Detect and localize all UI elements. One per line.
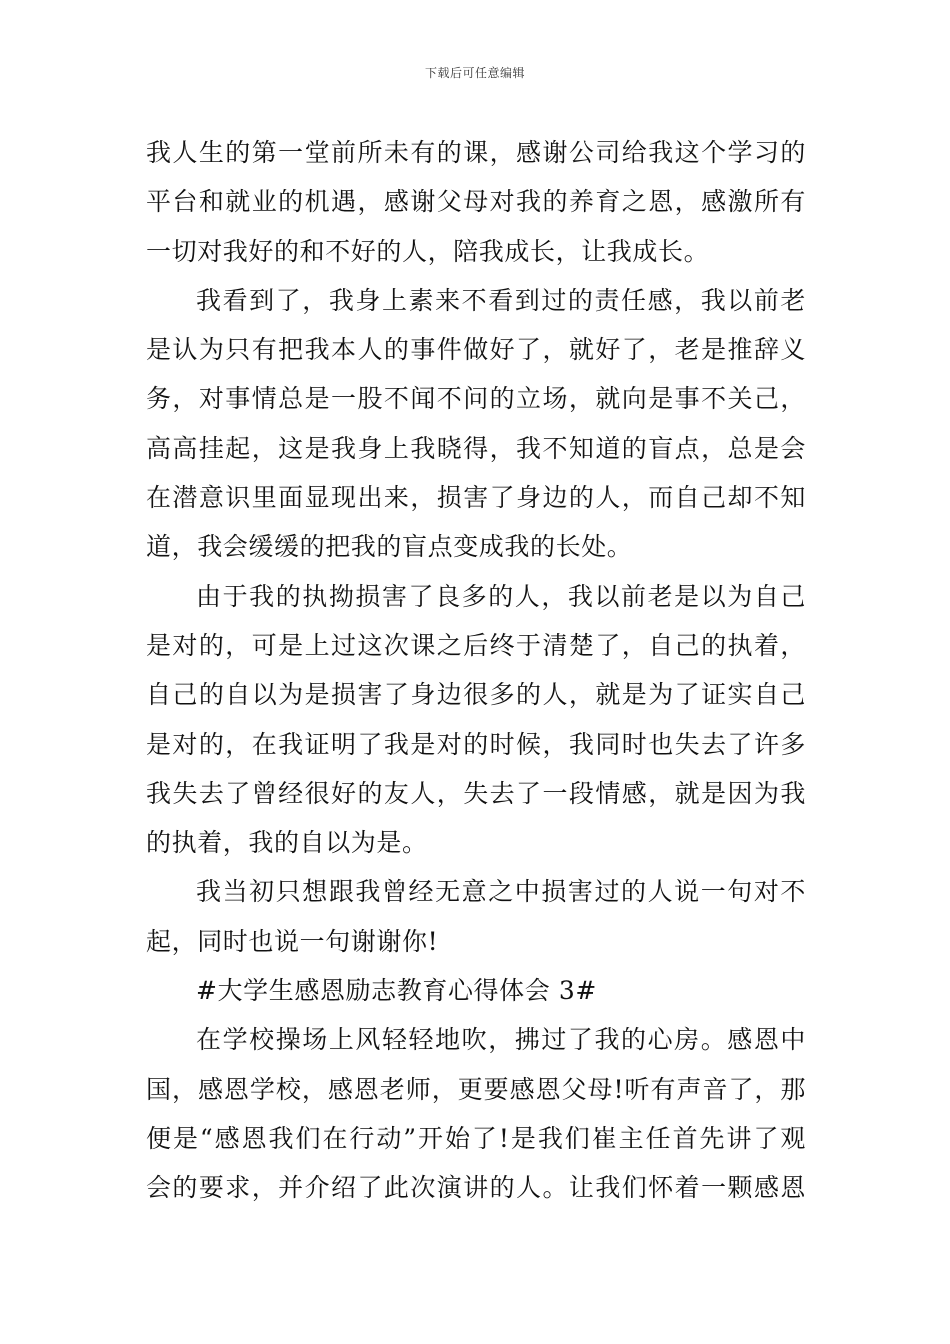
text-line: 在潜意识里面显现出来，损害了身边的人，而自己却不知 [146, 483, 806, 513]
text-line: 国，感恩学校，感恩老师，更要感恩父母!听有声音了，那 [146, 1074, 806, 1104]
text-line: 是对的，在我证明了我是对的时候，我同时也失去了许多 [146, 729, 806, 759]
text-line: 自己的自以为是损害了身边很多的人，就是为了证实自己 [146, 680, 806, 710]
text-line: 起，同时也说一句谢谢你! [146, 926, 439, 956]
text-line: 高高挂起，这是我身上我晓得，我不知道的盲点，总是会 [146, 433, 806, 463]
text-line: 便是“感恩我们在行动”开始了!是我们崔主任首先讲了观 [146, 1123, 806, 1153]
text-line: 一切对我好的和不好的人，陪我成长，让我成长。 [146, 236, 710, 266]
text-line: 平台和就业的机遇，感谢父母对我的养育之恩，感激所有 [146, 187, 806, 217]
section-heading: #大学生感恩励志教育心得体会 3# [196, 976, 597, 1006]
text-line: 务，对事情总是一股不闻不问的立场，就向是事不关己， [146, 384, 806, 414]
text-line: 会的要求，并介绍了此次演讲的人。让我们怀着一颗感恩 [146, 1173, 806, 1203]
page-header-watermark: 下载后可任意编辑 [424, 66, 525, 80]
text-line: 我失去了曾经很好的友人，失去了一段情感，就是因为我 [146, 778, 806, 808]
text-line: 由于我的执拗损害了良多的人，我以前老是以为自己 [196, 581, 806, 611]
text-line: 我当初只想跟我曾经无意之中损害过的人说一句对不 [196, 877, 806, 907]
document-body [146, 128, 806, 1213]
text-line: 是对的，可是上过这次课之后终于清楚了，自己的执着， [146, 630, 806, 660]
text-line: 我人生的第一堂前所未有的课，感谢公司给我这个学习的 [146, 138, 806, 167]
text-line: 在学校操场上风轻轻地吹，拂过了我的心房。感恩中 [196, 1025, 806, 1055]
text-line: 我看到了，我身上素来不看到过的责任感，我以前老 [196, 285, 806, 315]
text-line: 道，我会缓缓的把我的盲点变成我的长处。 [146, 532, 633, 562]
text-line: 是认为只有把我本人的事件做好了，就好了，老是推辞义 [146, 335, 806, 365]
text-line: 的执着，我的自以为是。 [146, 828, 428, 858]
